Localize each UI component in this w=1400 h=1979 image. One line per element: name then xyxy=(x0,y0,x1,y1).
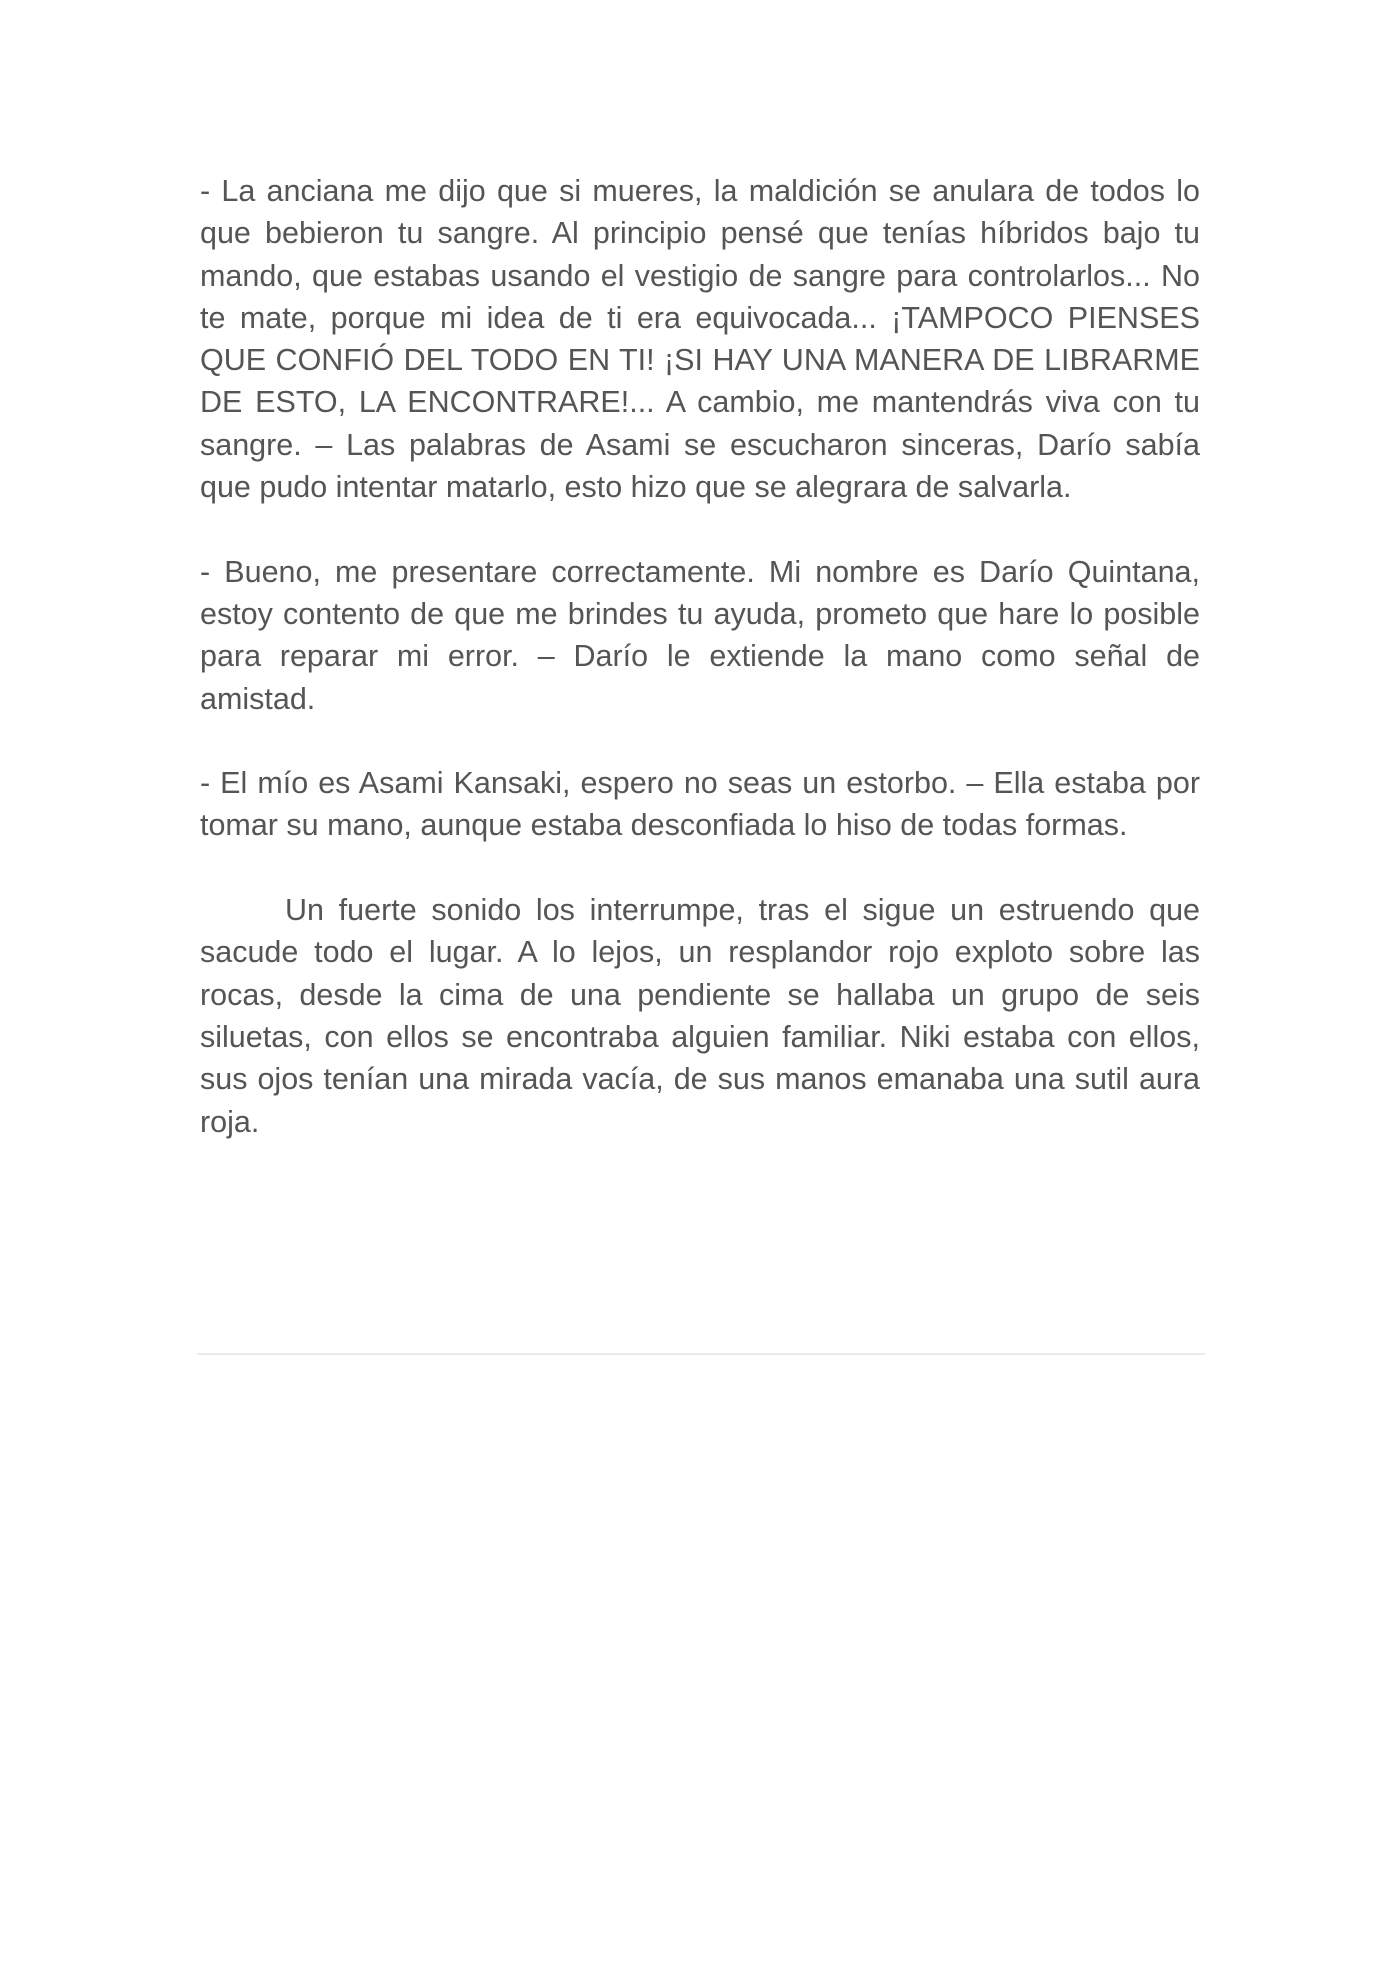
paragraph-narration: Un fuerte sonido los interrumpe, tras el sigue un estruendo que sacude todo el lugar. A lo lejos, un resplandor rojo exploto sobre las rocas, desde la cima de una pendiente se hallaba un grupo de seis siluetas, con ellos se encontraba alguien familiar. Niki estaba con ellos, sus ojos tenían una mirada vacía, de sus manos emanaba una sutil aura roja. xyxy=(200,893,1200,1139)
paragraph-dario-introduction: - Bueno, me presentare correctamente. Mi nombre es Darío Quintana, estoy contento de que me brindes tu ayuda, prometo que hare lo posible para reparar mi error. – Darío le extiende la mano como señal de amistad. xyxy=(200,554,1200,716)
page-divider xyxy=(197,1353,1205,1355)
paragraph-asami-introduction: - El mío es Asami Kansaki, espero no seas un estorbo. – Ella estaba por tomar su mano, aunque estaba desconfiada lo hiso de todas formas. xyxy=(200,766,1200,843)
body-text xyxy=(200,170,1200,1185)
paragraph-asami-speech: - La anciana me dijo que si mueres, la maldición se anulara de todos lo que bebieron tu sangre. Al principio pensé que tenías híbridos bajo tu mando, que estabas usando el vestigio de sangre para controlarlos... No te mate, porque mi idea de ti era equivocada... ¡TAMPOCO PIENSES QUE CONFIÓ DEL TODO EN TI! ¡SI HAY UNA MANERA DE LIBRARME DE ESTO, LA ENCONTRARE!... A cambio, me mantendrás viva con tu sangre. – Las palabras de Asami se escucharon sinceras, Darío sabía que pudo intentar matarlo, esto hizo que se alegrara de salvarla. xyxy=(200,174,1200,505)
